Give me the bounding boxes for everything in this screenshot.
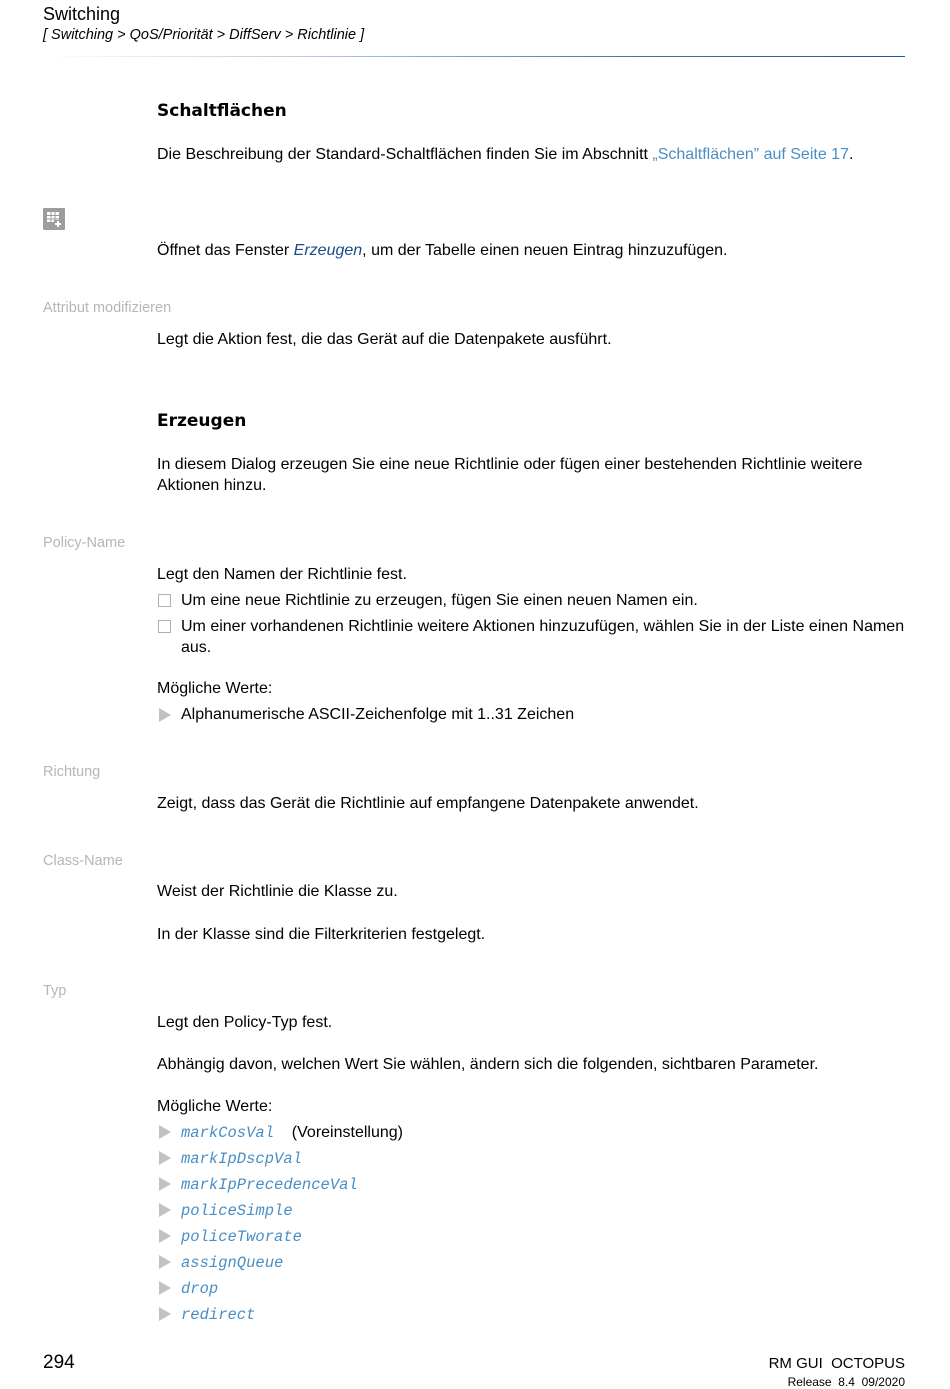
bullet-square — [158, 620, 171, 633]
document-title: RM GUI OCTOPUS — [768, 1355, 905, 1372]
bullet-square — [158, 594, 171, 607]
type-value-item — [181, 1226, 909, 1248]
label-type: Typ — [43, 983, 67, 999]
label-policy-name: Policy-Name — [43, 535, 126, 551]
bullet-triangle — [159, 708, 171, 722]
type-value-code[interactable]: policeSimple — [181, 1202, 293, 1220]
create-window-link[interactable]: Erzeugen — [293, 242, 363, 259]
type-value-code[interactable]: markIpDscpVal — [181, 1150, 302, 1168]
type-value-code[interactable]: drop — [181, 1280, 219, 1298]
create-dialog-description: In diesem Dialog erzeugen Sie eine neue Richtlinie oder fügen einer bestehenden Richtlinie weitere Aktionen hinzu. — [157, 456, 863, 494]
default-note: (Voreinstellung) — [291, 1124, 403, 1141]
type-value-item — [181, 1304, 909, 1326]
type-value-item — [181, 1252, 909, 1274]
create-button-text: Öffnet das Fenster — [157, 242, 294, 259]
type-value-code[interactable]: markCosVal — [181, 1124, 275, 1142]
header-divider — [43, 56, 905, 57]
bullet-triangle — [159, 1203, 171, 1217]
breadcrumb: [ Switching > QoS/Priorität > DiffServ > Richtlinie ] — [43, 27, 365, 43]
bullet-triangle — [159, 1177, 171, 1191]
create-button-description — [157, 240, 909, 261]
type-value-item — [181, 1278, 909, 1300]
type-values-heading: Mögliche Werte: — [157, 1098, 273, 1115]
page-number: 294 — [43, 1352, 75, 1373]
bullet-triangle — [159, 1307, 171, 1321]
direction-description: Zeigt, dass das Gerät die Richtlinie auf empfangene Datenpakete anwendet. — [157, 795, 699, 812]
label-modify-attribute: Attribut modifizieren — [43, 300, 172, 316]
page-header-title: Switching — [43, 4, 121, 24]
buttons-description — [157, 144, 909, 165]
create-button-text-end: , um der Tabelle einen neuen Eintrag hinzuzufügen. — [362, 242, 728, 259]
modify-attribute-description: Legt die Aktion fest, die das Gerät auf die Datenpakete ausführt. — [157, 331, 612, 348]
policy-name-description: Legt den Namen der Richtlinie fest. — [157, 566, 407, 583]
bullet-triangle — [159, 1255, 171, 1269]
buttons-description-text: Die Beschreibung der Standard-Schaltflächen finden Sie im Abschnitt — [157, 146, 653, 163]
release-info: Release 8.4 09/2020 — [787, 1375, 905, 1389]
type-value-code[interactable]: redirect — [181, 1306, 256, 1324]
class-name-note: In der Klasse sind die Filterkriterien festgelegt. — [157, 926, 486, 943]
policy-name-values-heading: Mögliche Werte: — [157, 680, 273, 697]
label-class-name: Class-Name — [43, 853, 123, 869]
table-add-icon — [43, 208, 65, 230]
label-direction: Richtung — [43, 764, 101, 780]
bullet-triangle — [159, 1229, 171, 1243]
bullet-triangle — [159, 1281, 171, 1295]
class-name-description: Weist der Richtlinie die Klasse zu. — [157, 883, 398, 900]
policy-name-item: Um einer vorhandenen Richtlinie weitere Aktionen hinzuzufügen, wählen Sie in der Liste einen Namen aus. — [181, 618, 905, 656]
type-value-item — [181, 1122, 909, 1144]
type-description: Legt den Policy-Typ fest. — [157, 1014, 333, 1031]
policy-name-value: Alphanumerische ASCII-Zeichenfolge mit 1..31 Zeichen — [181, 706, 575, 723]
heading-create: Erzeugen — [157, 411, 247, 431]
type-value-item — [181, 1174, 909, 1196]
heading-buttons: Schaltflächen — [157, 101, 287, 121]
buttons-section-link[interactable]: „Schaltflächen” auf Seite 17 — [652, 146, 849, 163]
bullet-triangle — [159, 1151, 171, 1165]
type-value-item — [181, 1148, 909, 1170]
type-note: Abhängig davon, welchen Wert Sie wählen, ändern sich die folgenden, sichtbaren Parameter. — [157, 1056, 819, 1073]
policy-name-item: Um eine neue Richtlinie zu erzeugen, fügen Sie einen neuen Namen ein. — [181, 592, 698, 609]
type-value-item — [181, 1200, 909, 1222]
bullet-triangle — [159, 1125, 171, 1139]
type-value-code[interactable]: assignQueue — [181, 1254, 284, 1272]
type-value-code[interactable]: markIpPrecedenceVal — [181, 1176, 358, 1194]
buttons-description-end: . — [848, 146, 854, 163]
type-value-code[interactable]: policeTworate — [181, 1228, 302, 1246]
